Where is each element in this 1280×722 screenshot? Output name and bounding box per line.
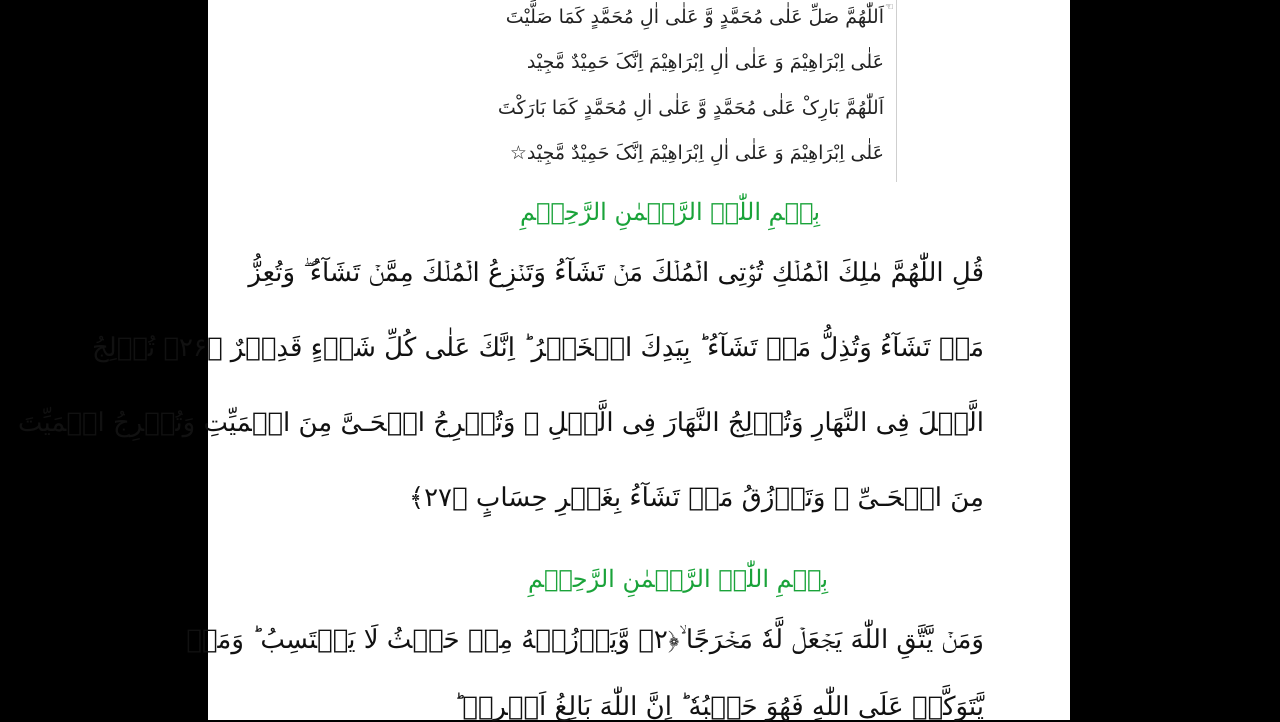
verse-line-1: قُلِ اللّٰهُمَّ مٰلِكَ الۡمُلۡكِ تُؤۡتِى الۡمُلۡكَ مَنۡ تَشَآءُ وَتَنۡزِعُ الۡمُلۡكَ مِمَّنۡ تَشَآءُ ۖ وَتُعِزُّ bbox=[248, 258, 984, 288]
durood-line-2: عَلٰی اِبْرَاهِیْمَ وَ عَلٰی اٰلِ اِبْرَاهِیْمَ اِنَّکَ حَمِیْدٌ مَّجِیْد bbox=[526, 51, 884, 73]
durood-line-1: اَللّٰهُمَّ صَلِّ عَلٰی مُحَمَّدٍ وَّ عَلٰی اٰلِ مُحَمَّدٍ کَمَا صَلَّیْتَ bbox=[505, 6, 884, 28]
durood-line-3: اَللّٰهُمَّ بَارِکْ عَلٰی مُحَمَّدٍ وَّ عَلٰی اٰلِ مُحَمَّدٍ کَمَا بَارَکْتَ bbox=[497, 97, 884, 119]
verse-line-6: يَّتَوَكَّلۡ عَلَى اللّٰهِ فَهُوَ حَسۡبُهٗ ؕ اِنَّ اللّٰهَ بَالِغُ اَمۡرِهٖ ؕ bbox=[453, 692, 984, 722]
bismillah-heading-2: بِسۡمِ اللّٰہِ الرَّحۡمٰنِ الرَّحِیۡمِ bbox=[528, 565, 829, 593]
document-page bbox=[17, 0, 1070, 722]
verse-line-3: الَّيۡلَ فِى النَّهَارِ وَتُوۡلِجُ النَّهَارَ فِى الَّيۡلِ ۖ وَتُخۡرِجُ الۡحَـىَّ مِنَ الۡمَيِّتِ وَتُخۡرِجُ الۡمَيِّتَ bbox=[17, 408, 984, 438]
verse-line-2: مَنۡ تَشَآءُ وَتُذِلُّ مَنۡ تَشَآءُ ؕ بِيَدِكَ الۡخَيۡرُ ؕ اِنَّكَ عَلٰى كُلِّ شَىۡءٍ قَدِيۡرٌ ﴿۲۶﴾ تُوۡلِجُ bbox=[91, 333, 984, 363]
durood-box bbox=[408, 0, 897, 182]
bismillah-heading-1: بِسۡمِ اللّٰہِ الرَّحۡمٰنِ الرَّحِیۡمِ bbox=[520, 198, 821, 226]
verse-line-4: مِنَ الۡحَـىِّ ۖ وَتَرۡزُقُ مَنۡ تَشَآءُ بِغَيۡرِ حِسَابٍ ﴿۲۷﴾ bbox=[408, 483, 984, 513]
box-marker: ☜ bbox=[885, 2, 894, 13]
verse-line-5: وَمَنۡ يَّتَّقِ اللّٰهَ يَجۡعَلۡ لَّهٗ مَخۡرَجًا ۙ﴿۲﴾ وَّيَرۡزُقۡهُ مِنۡ حَيۡثُ لَا يَحۡتَسِبُ ؕ وَمَنۡ bbox=[186, 625, 984, 655]
durood-line-4: عَلٰی اِبْرَاهِیْمَ وَ عَلٰی اٰلِ اِبْرَاهِیْمَ اِنَّکَ حَمِیْدٌ مَّجِیْد☆ bbox=[509, 142, 884, 164]
